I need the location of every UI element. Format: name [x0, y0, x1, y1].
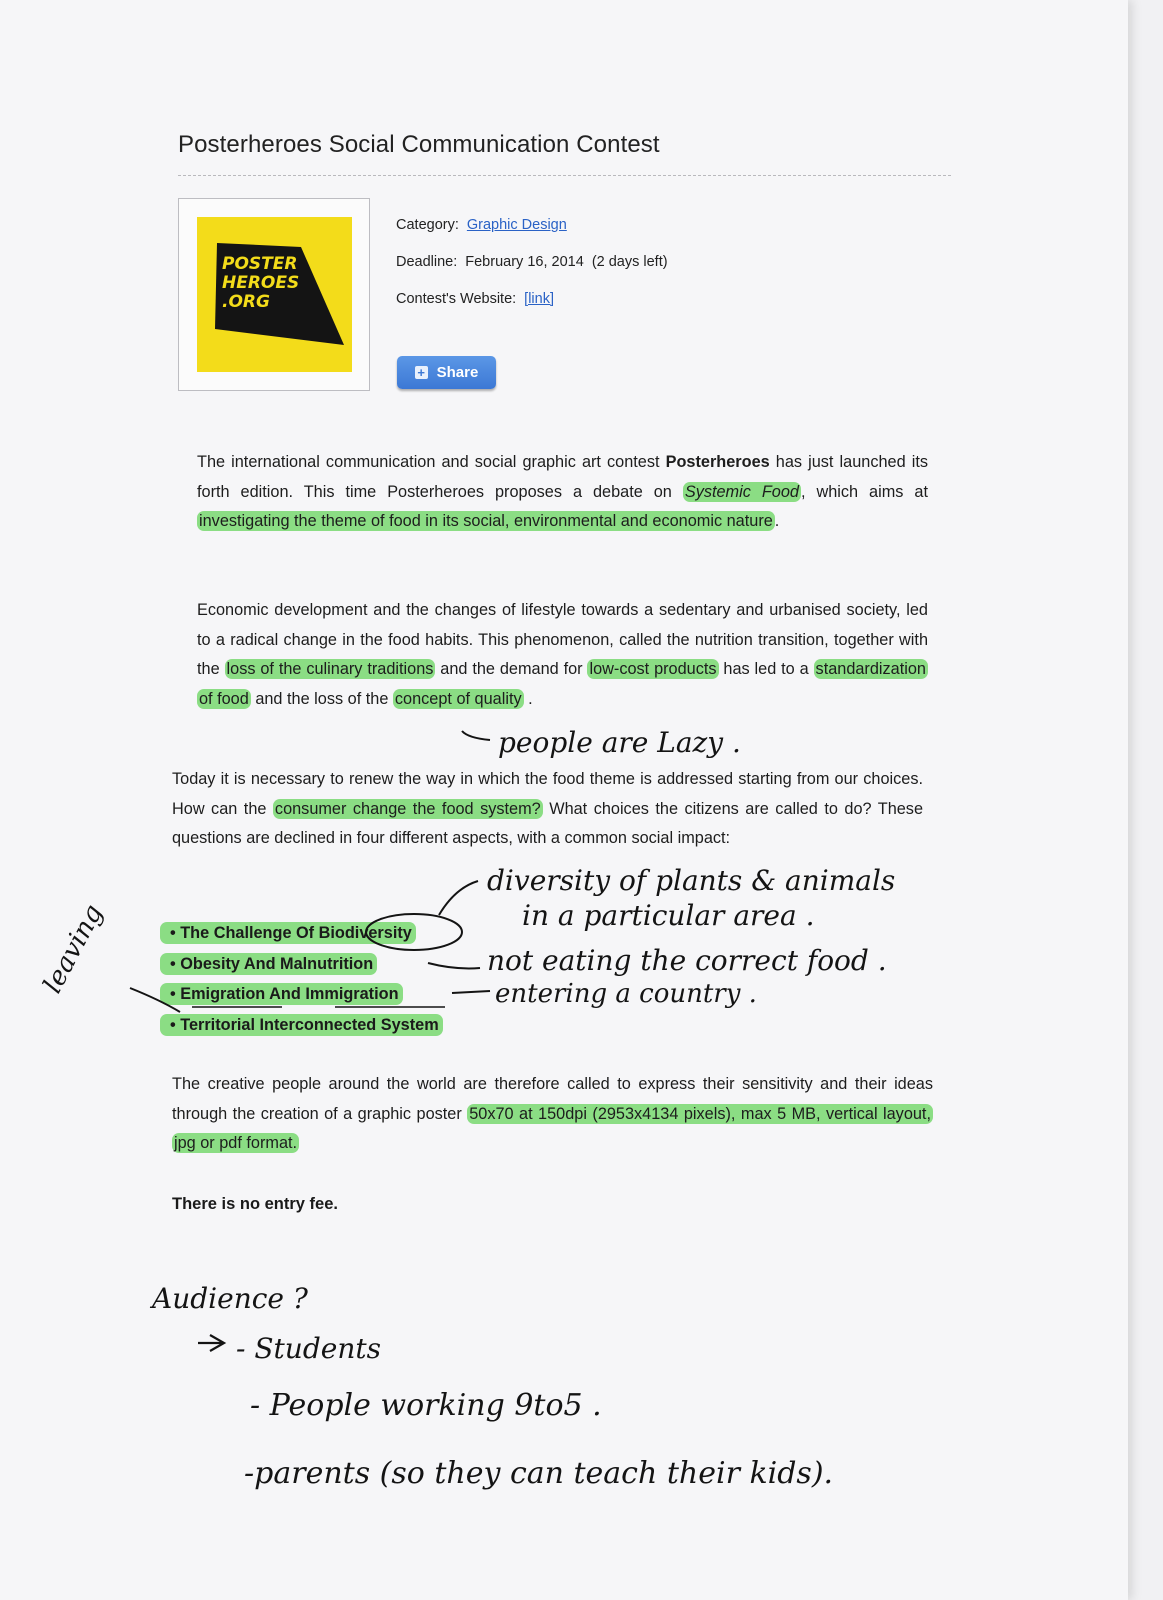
intro-text: . [774, 512, 780, 530]
note-lazy: people are Lazy . [498, 726, 741, 759]
economic-text: and the demand for [435, 660, 588, 678]
highlight: 50x70 at 150dpi (2953x4134 pixels), max 5 MB, vertical layout, jpg or pdf format. [174, 1104, 931, 1152]
today-text: What choices the citizens are called to do? These questions are declined in four different aspects, with a common social impact: [172, 799, 924, 847]
note-parents: -parents (so they can teach their kids). [244, 1456, 834, 1491]
highlight: consumer change the food system? [274, 799, 541, 818]
note-workers: - People working 9to5 . [250, 1388, 602, 1423]
note-not-eating: not eating the correct food . [487, 944, 887, 977]
highlight: concept of quality [394, 689, 522, 708]
highlight [683, 482, 801, 502]
category-label: Category: [396, 217, 459, 233]
category-link[interactable]: Graphic Design [466, 217, 567, 233]
creative-text: The creative people around the world are therefore called to express their sensitivity and their ideas through the creation of a graphic poster [172, 1075, 933, 1123]
note-leaving: leaving [37, 899, 110, 999]
highlight: investigating the theme of food in its social, environmental and economic nature [199, 512, 773, 530]
highlight: low-cost products [589, 660, 717, 678]
intro-paragraph [197, 448, 928, 537]
note-audience: Audience ? [152, 1282, 308, 1315]
page-title: Posterheroes Social Communication Contest [178, 131, 660, 158]
intro-bold: Posterheroes [665, 453, 770, 471]
share-label: Share [436, 364, 479, 381]
list-item [160, 949, 443, 980]
share-button[interactable] [397, 356, 496, 389]
highlight: • Emigration And Immigration [160, 983, 403, 1005]
highlight: loss of the culinary traditions [226, 660, 434, 678]
creative-paragraph [172, 1070, 933, 1159]
highlight: • Obesity And Malnutrition [160, 953, 377, 975]
aspects-list [160, 918, 443, 1040]
note-entering: entering a country . [495, 979, 757, 1009]
website-link[interactable]: [link] [524, 291, 554, 307]
economic-text: . [523, 689, 533, 708]
note-diversity: in a particular area . [522, 899, 815, 932]
today-text: Today it is necessary to renew the way in which the food theme is addressed starting from our choices. How can the [172, 770, 923, 818]
no-fee-note: There is no entry fee. [172, 1195, 338, 1213]
list-item [160, 1010, 443, 1041]
intro-italic: Systemic Food [684, 482, 799, 501]
plus-icon: + [415, 366, 428, 379]
highlight: • The Challenge Of Biodiversity [160, 922, 416, 944]
title-divider [178, 175, 951, 176]
note-students: - Students [236, 1332, 381, 1365]
economic-text: and the loss of the [250, 689, 393, 708]
intro-text: The international communication and social graphic art contest [197, 453, 666, 471]
svg-text:POSTER: POSTER [222, 254, 298, 274]
note-diversity: diversity of plants & animals [487, 864, 896, 897]
highlight: • Territorial Interconnected System [160, 1014, 443, 1036]
deadline-label: Deadline: [396, 254, 458, 270]
today-paragraph [172, 765, 923, 854]
list-item [160, 918, 443, 949]
website-label: Contest's Website: [396, 291, 517, 307]
intro-text: , which aims at [800, 482, 928, 501]
svg-text:HEROES: HEROES [222, 273, 300, 293]
economic-text: has led to a [718, 660, 814, 678]
deadline-row [396, 254, 668, 270]
highlight: standardization of food [199, 660, 926, 708]
economic-paragraph [197, 596, 928, 714]
list-item [160, 979, 443, 1010]
posterheroes-logo-icon [197, 217, 352, 372]
economic-text: Economic development and the changes of lifestyle towards a sedentary and urbanised society, led to a radical change in the food habits. This phenomenon, called the nutrition transition, together with the [197, 601, 928, 678]
deadline-value: February 16, 2014 (2 days left) [465, 254, 668, 270]
contest-logo [178, 198, 370, 391]
category-row [396, 217, 567, 233]
svg-text:.ORG: .ORG [222, 292, 270, 312]
intro-text: has just launched its forth edition. This time Posterheroes proposes a debate on [197, 453, 928, 501]
website-row [396, 291, 554, 307]
